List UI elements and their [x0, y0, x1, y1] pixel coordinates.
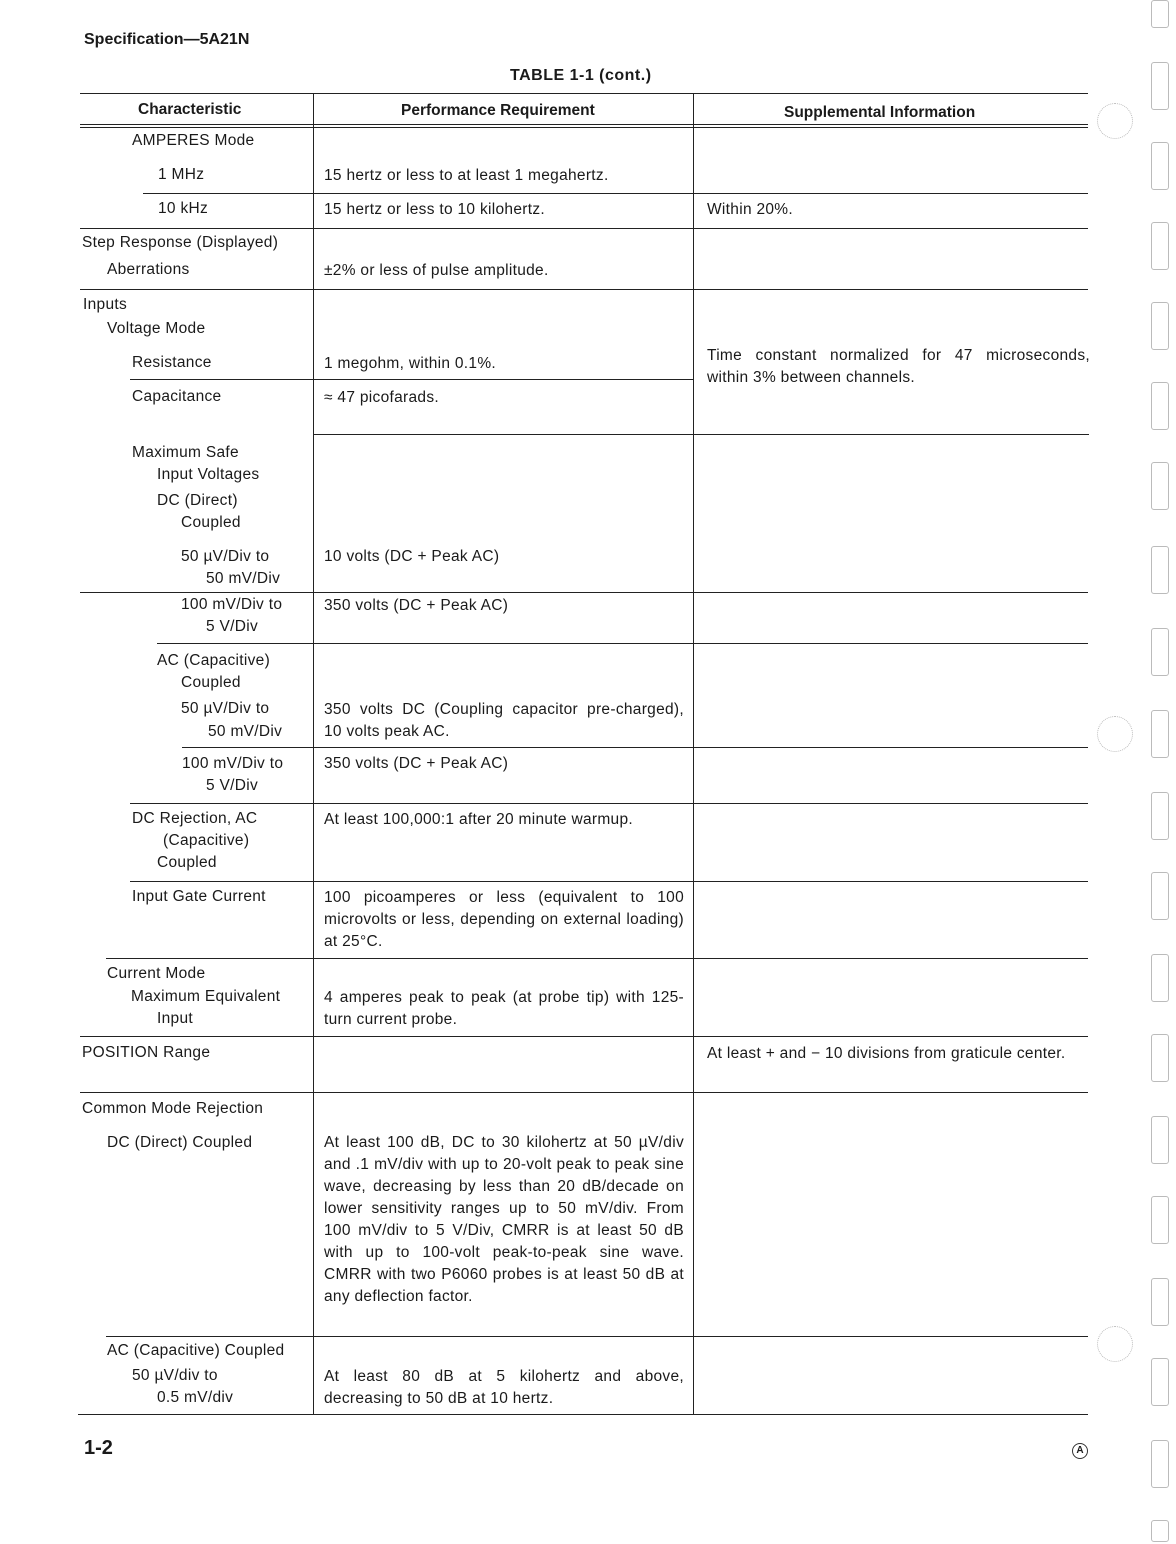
char-capacitance: Capacitance	[132, 388, 222, 405]
binder-tab	[1151, 382, 1169, 430]
char-common-mode-rejection: Common Mode Rejection	[82, 1100, 264, 1117]
row-rule	[106, 1336, 1088, 1337]
char-input-gate-current: Input Gate Current	[132, 888, 266, 905]
binder-tab	[1151, 628, 1169, 676]
char-10khz: 10 kHz	[158, 200, 209, 217]
perf-ac-50uv: 350 volts DC (Coupling capacitor pre-charged), 10 volts peak AC.	[324, 701, 684, 740]
row-rule	[106, 958, 1088, 959]
binder-tab	[1151, 1116, 1169, 1164]
binder-tab	[1151, 142, 1169, 190]
char-cmr-ac-50uv: 50 µV/div to	[132, 1367, 218, 1384]
row-rule	[80, 592, 1088, 593]
punch-hole	[1097, 103, 1133, 139]
char-dc-rejection: DC Rejection, AC	[132, 810, 258, 827]
perf-capacitance: ≈ 47 picofarads.	[324, 389, 439, 406]
row-rule	[80, 1036, 1088, 1037]
column-header-characteristic: Characteristic	[138, 101, 242, 118]
perf-cmr-dc-coupled: At least 100 dB, DC to 30 kilohertz at 50 µV/div and .1 mV/div with up to 20-volt peak to peak sine wave, decreasing by less than 20 dB/decade on lower sensitivity ranges up to 50 mV/div. From 100 mV/div to 5 V/Div, CMRR is at least 50 dB with up to 100-volt peak-to-peak sine wave. CMRR with two P6060 probes is at least 50 dB at any deflection factor.	[324, 1134, 684, 1305]
char-ac-100mv: 100 mV/Div to	[182, 755, 284, 772]
char-cmr-ac-50uv-cont: 0.5 mV/div	[157, 1389, 234, 1406]
binder-tab	[1151, 1278, 1169, 1326]
binder-tab	[1151, 62, 1169, 110]
binder-tab	[1151, 792, 1169, 840]
char-inputs: Inputs	[83, 296, 128, 313]
char-aberrations: Aberrations	[107, 261, 190, 278]
char-max-equivalent-cont: Input	[157, 1010, 193, 1027]
binder-tab	[1151, 546, 1169, 594]
supp-resistance: Time constant normalized for 47 microseconds, within 3% between channels.	[707, 347, 1090, 386]
char-ac-capacitive-cont: Coupled	[181, 674, 241, 691]
char-current-mode: Current Mode	[107, 965, 206, 982]
char-dc-rejection-cont1: (Capacitive)	[163, 832, 250, 849]
char-dc-direct: DC (Direct)	[157, 492, 238, 509]
binder-tab	[1151, 462, 1169, 510]
char-ac-capacitive: AC (Capacitive)	[157, 652, 271, 669]
page-header: Specification—5A21N	[84, 31, 250, 48]
perf-1mhz: 15 hertz or less to at least 1 megahertz.	[324, 167, 609, 184]
perf-max-equivalent: 4 amperes peak to peak (at probe tip) with 125-turn current probe.	[324, 989, 684, 1028]
binder-tab	[1151, 222, 1169, 270]
column-divider-1	[313, 93, 314, 1415]
row-rule	[143, 193, 1088, 194]
column-divider-2	[693, 93, 694, 1415]
char-1mhz: 1 MHz	[158, 166, 205, 183]
binder-tab	[1151, 1520, 1169, 1542]
char-voltage-mode: Voltage Mode	[107, 320, 206, 337]
punch-hole	[1097, 716, 1133, 752]
binder-tab	[1151, 954, 1169, 1002]
char-max-safe-cont: Input Voltages	[157, 466, 260, 483]
row-rule	[130, 881, 1088, 882]
perf-cmr-ac-coupled: At least 80 dB at 5 kilohertz and above, decreasing to 50 dB at 10 hertz.	[324, 1368, 684, 1407]
table-title: TABLE 1-1 (cont.)	[510, 67, 652, 84]
char-dc-100mv-cont: 5 V/Div	[206, 618, 259, 635]
supp-position-range: At least + and − 10 divisions from graticule center.	[707, 1045, 1066, 1062]
binder-tab	[1151, 710, 1169, 758]
binder-tab	[1151, 872, 1169, 920]
table-top-rule	[80, 93, 1088, 94]
table-bottom-rule	[78, 1414, 1088, 1415]
row-rule	[313, 434, 1089, 435]
char-max-safe: Maximum Safe	[132, 444, 239, 461]
perf-dc-50uv: 10 volts (DC + Peak AC)	[324, 548, 500, 565]
char-amperes-mode: AMPERES Mode	[132, 132, 255, 149]
row-rule	[80, 289, 1088, 290]
char-cmr-ac-coupled: AC (Capacitive) Coupled	[107, 1342, 285, 1359]
revision-mark: A	[1072, 1443, 1088, 1459]
perf-aberrations: ±2% or less of pulse amplitude.	[324, 262, 549, 279]
perf-dc-rejection: At least 100,000:1 after 20 minute warmup.	[324, 811, 633, 828]
row-rule	[182, 747, 1088, 748]
binder-tab	[1151, 1358, 1169, 1406]
row-rule	[157, 643, 1088, 644]
char-dc-50uv-cont: 50 mV/Div	[206, 570, 281, 587]
char-ac-100mv-cont: 5 V/Div	[206, 777, 259, 794]
char-step-response: Step Response (Displayed)	[82, 234, 279, 251]
char-position-range: POSITION Range	[82, 1044, 211, 1061]
perf-dc-100mv: 350 volts (DC + Peak AC)	[324, 597, 509, 614]
binder-tab	[1151, 1440, 1169, 1488]
header-double-rule	[80, 124, 1088, 128]
perf-ac-100mv: 350 volts (DC + Peak AC)	[324, 755, 509, 772]
perf-input-gate-current: 100 picoamperes or less (equivalent to 100 microvolts or less, depending on external loading) at 25°C.	[324, 889, 684, 950]
char-dc-50uv: 50 µV/Div to	[181, 548, 270, 565]
perf-resistance: 1 megohm, within 0.1%.	[324, 355, 497, 372]
punch-hole	[1097, 1326, 1133, 1362]
binder-tab	[1151, 1196, 1169, 1244]
char-dc-rejection-cont2: Coupled	[157, 854, 217, 871]
row-rule	[80, 1092, 1088, 1093]
column-header-performance: Performance Requirement	[401, 102, 595, 119]
char-dc-direct-cont: Coupled	[181, 514, 241, 531]
binder-tab	[1151, 1034, 1169, 1082]
supp-10khz: Within 20%.	[707, 201, 793, 218]
row-rule	[130, 803, 1088, 804]
column-header-supplemental: Supplemental Information	[784, 104, 976, 121]
char-ac-50uv-cont: 50 mV/Div	[208, 723, 283, 740]
char-max-equivalent: Maximum Equivalent	[131, 988, 281, 1005]
binder-tab	[1151, 302, 1169, 350]
row-rule	[80, 228, 1088, 229]
perf-10khz: 15 hertz or less to 10 kilohertz.	[324, 201, 545, 218]
page-number: 1-2	[84, 1437, 113, 1459]
char-ac-50uv: 50 µV/Div to	[181, 700, 270, 717]
char-cmr-dc-coupled: DC (Direct) Coupled	[107, 1134, 253, 1151]
char-resistance: Resistance	[132, 354, 212, 371]
char-dc-100mv: 100 mV/Div to	[181, 596, 283, 613]
row-rule	[130, 379, 693, 380]
binder-tab	[1151, 0, 1169, 28]
